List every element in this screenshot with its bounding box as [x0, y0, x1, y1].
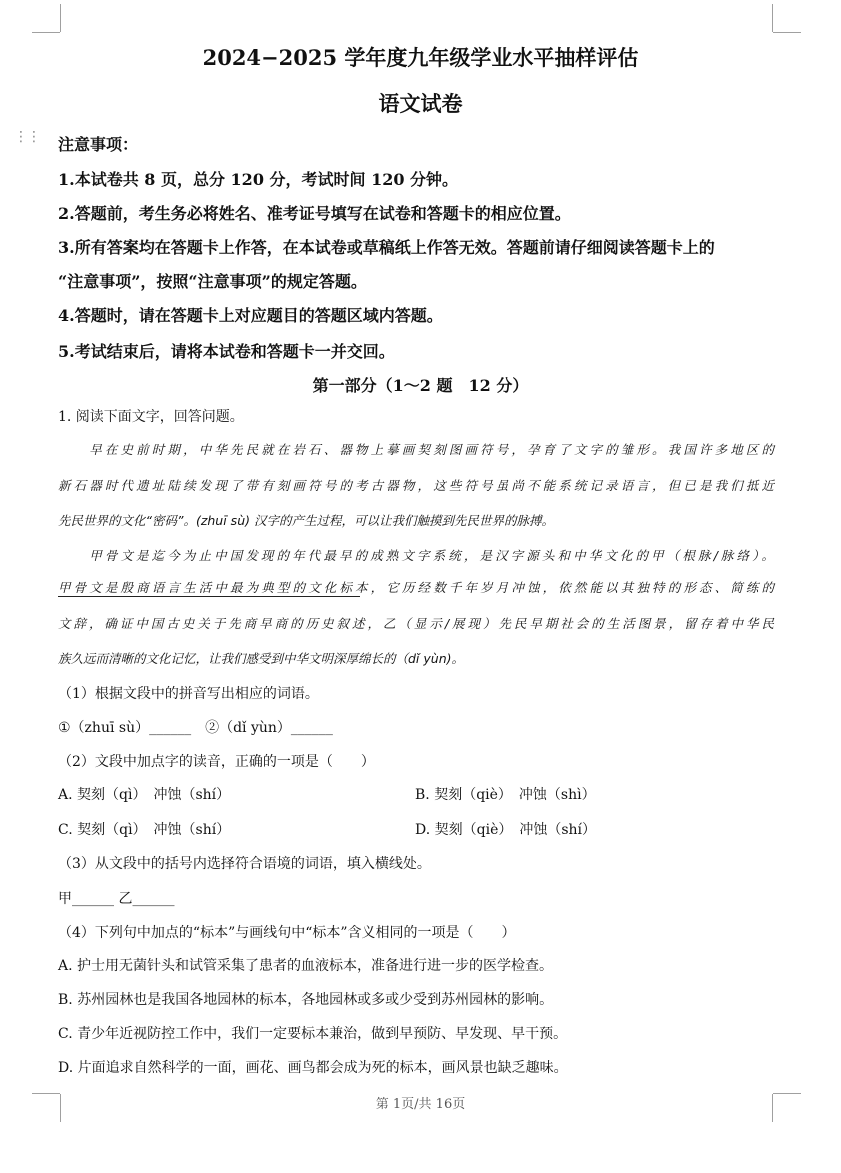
notice-item: 4.答题时，请在答题卡上对应题目的答题区域内答题。: [58, 306, 443, 325]
passage-line: 新石器时代遗址陆续发现了带有刻画符号的考古器物，这些符号虽尚不能系统记录语言，但已是我们抵近: [58, 478, 774, 493]
option-c[interactable]: C. 契刻（qì） 冲蚀（shí）: [58, 822, 231, 838]
notice-heading: 注意事项：: [58, 135, 139, 154]
sub-question-1-blanks: ①（zhuī sù）______ ②（dǐ yùn）______: [58, 720, 333, 736]
passage-line: 族久远而清晰的文化记忆，让我们感受到中华文明深厚绵长的（dǐ yùn)。: [58, 651, 465, 666]
sub-question-3-prompt: （3）从文段中的括号内选择符合语境的词语，填入横线处。: [58, 856, 431, 872]
option-b[interactable]: B. 苏州园林也是我国各地园林的标本，各地园林或多或少受到苏州园林的影响。: [58, 992, 554, 1008]
notice-item: 5.考试结束后，请将本试卷和答题卡一并交回。: [58, 342, 395, 361]
exam-title: 2024−2025 学年度九年级学业水平抽样评估: [202, 45, 639, 70]
exam-subtitle: 语文试卷: [378, 91, 463, 116]
notice-item: 1.本试卷共 8 页，总分 120 分，考试时间 120 分钟。: [58, 170, 459, 189]
sub-question-3-blanks: 甲______ 乙______: [58, 891, 175, 907]
option-b[interactable]: B. 契刻（qiè） 冲蚀（shì）: [415, 787, 596, 803]
notice-item: 2.答题前，考生务必将姓名、准考证号填写在试卷和答题卡的相应位置。: [58, 204, 571, 223]
notice-item: “注意事项”，按照“注意事项”的规定答题。: [58, 272, 367, 291]
passage-line: 先民世界的文化“密码”。(zhuī sù) 汉字的产生过程，可以让我们触摸到先民世界的脉搏。: [58, 513, 554, 528]
crop-mark-top-left-h: [32, 32, 60, 33]
option-d[interactable]: D. 片面追求自然科学的一面，画花、画鸟都会成为死的标本，画风景也缺乏趣味。: [58, 1060, 568, 1076]
sub-question-1-prompt: （1）根据文段中的拼音写出相应的词语。: [58, 686, 319, 702]
sub-question-2-prompt: （2）文段中加点字的读音，正确的一项是（ ）: [58, 754, 375, 770]
sub-question-4-prompt: （4）下列句中加点的“标本”与画线句中“标本”含义相同的一项是（ ）: [58, 925, 516, 941]
option-c[interactable]: C. 青少年近视防控工作中，我们一定要标本兼治，做到早预防、早发现、早干预。: [58, 1026, 568, 1042]
drag-handle-icon[interactable]: ⋮⋮: [14, 129, 40, 145]
passage-line: 文辞，确证中国古史关于先商早商的历史叙述，乙（显示/展现）先民早期社会的生活图景，留存着中华民: [58, 616, 774, 631]
passage-line: 早在史前时期，中华先民就在岩石、器物上摹画契刻图画符号，孕育了文字的雏形。我国许多地区的: [58, 442, 774, 457]
option-d[interactable]: D. 契刻（qiè） 冲蚀（shí）: [415, 822, 597, 838]
page-number: 第 1页/共 16页: [375, 1097, 466, 1112]
passage-line-underlined: 甲骨文是殷商语言生活中最为典型的文化标本，它历经数千年岁月冲蚀，依然能以其独特的形态、简练的: [58, 580, 774, 595]
passage-line: 甲骨文是迄今为止中国发现的年代最早的成熟文字系统，是汉字源头和中华文化的甲（根脉/脉络）。: [58, 548, 774, 563]
option-a[interactable]: A. 护士用无菌针头和试管采集了患者的血液标本，准备进行进一步的医学检查。: [58, 958, 554, 974]
crop-mark-top-right: [772, 4, 773, 32]
option-a[interactable]: A. 契刻（qì） 冲蚀（shí）: [58, 787, 231, 803]
notice-item: 3.所有答案均在答题卡上作答，在本试卷或草稿纸上作答无效。答题前请仔细阅读答题卡上的: [58, 238, 715, 257]
crop-mark-top-left: [60, 4, 61, 32]
underlined-sentence-mark: [58, 596, 360, 597]
section-title: 第一部分（1～2 题 12 分）: [312, 376, 529, 395]
crop-mark-top-right-h: [773, 32, 801, 33]
question-1-prompt: 1. 阅读下面文字，回答问题。: [58, 409, 244, 425]
